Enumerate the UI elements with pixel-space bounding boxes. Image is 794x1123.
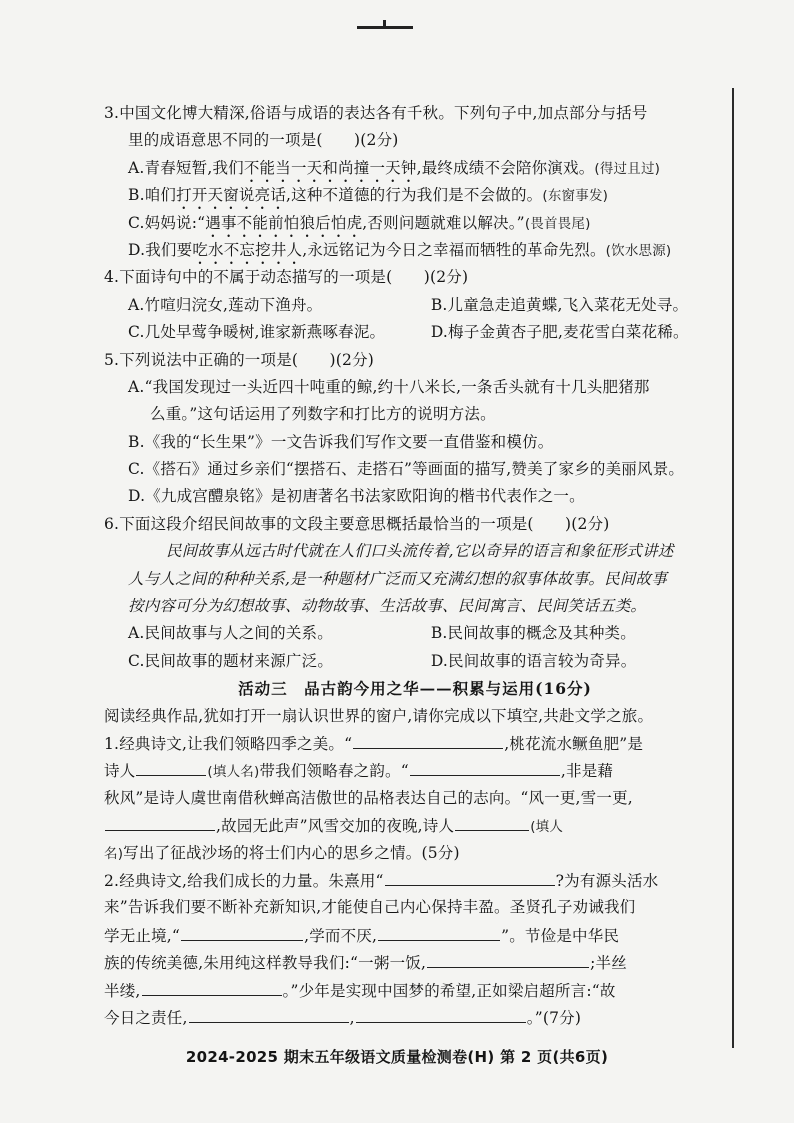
fill1-line-2	[104, 757, 726, 784]
fill2-l3-c: ”。节俭是中华民	[501, 926, 620, 945]
q3-stem-line-1: 3.中国文化博大精深,俗语与成语的表达各有千秋。下列句子中,加点部分与括号	[104, 104, 648, 122]
fill1-blank-2[interactable]	[136, 757, 206, 776]
q3-b-dotted: 打开天窗说亮话	[176, 186, 287, 205]
q6-option-d: D.民间故事的语言较为奇异。	[430, 651, 637, 670]
page-top-mark-tick	[383, 20, 386, 29]
q4-options-row-2	[104, 319, 726, 346]
q3-option-a	[104, 155, 726, 182]
q3-stem-line-2: 里的成语意思不同的一项是( )(2分)	[128, 131, 399, 150]
fill2-l5-b: 。”少年是实现中国梦的希望,正如梁启超所言:“故	[282, 981, 616, 1000]
fill2-blank-4[interactable]	[427, 949, 589, 968]
fill2-blank-1[interactable]	[385, 867, 555, 886]
fill1-line-3: 秋风”是诗人虞世南借秋蝉高洁傲世的品格表达自己的志向。“风一更,雪一更,	[104, 788, 633, 807]
q5-option-c: C.《搭石》通过乡亲们“摆搭石、走搭石”等画面的描写,赞美了家乡的美丽风景。	[128, 460, 685, 479]
q6-option-a: A.民间故事与人之间的关系。	[128, 624, 333, 643]
q6-options-row-1	[104, 620, 726, 647]
section3-title: 活动三 品古韵今用之华——积累与运用(16分)	[238, 679, 592, 699]
q3-option-d	[104, 237, 726, 264]
q5-option-a-line-1: A.“我国发现过一头近四十吨重的鲸,约十八米长,一条舌头就有十几头肥猪那	[128, 377, 650, 396]
fill1-l5-a: 名)	[104, 845, 124, 862]
fill2-l6-b: ,	[349, 1008, 355, 1027]
q3-b-post: ,这种不道德的行为我们是不会做的。	[286, 186, 543, 205]
fill1-l4-c: (填人	[530, 819, 564, 836]
q6-options-row-2	[104, 648, 726, 675]
exam-content	[104, 100, 726, 1031]
fill2-blank-6[interactable]	[189, 1004, 349, 1023]
q3-c-dotted: 遇事不能前怕狼后怕虎	[205, 213, 363, 232]
fill2-line-2: 来”告诉我们要不断补充新知识,才能使自己内心保持丰盈。圣贤孔子劝诫我们	[104, 898, 636, 917]
q3-c-pre: C.妈妈说:“	[128, 213, 206, 232]
q3-c-idiom: (畏首畏尾)	[524, 215, 591, 232]
q6-option-b: B.民间故事的概念及其种类。	[430, 624, 636, 643]
fill1-line-4	[104, 812, 726, 839]
fill1-l1-a: 1.经典诗文,让我们领略四季之美。“	[104, 734, 353, 753]
fill1-l4-b: ,故园无此声”风雪交加的夜晚,诗人	[216, 817, 455, 836]
fill1-l2-c: 带我们领略春之韵。“	[259, 762, 409, 781]
q4-options-row-1	[104, 292, 726, 319]
q4-option-d: D.梅子金黄杏子肥,麦花雪白菜花稀。	[430, 323, 689, 342]
q3-a-post: ,最终成绩不会陪你演戏。	[416, 158, 595, 177]
q4-stem: 4.下面诗句中的不属于动态描写的一项是( )(2分)	[104, 268, 469, 287]
fill2-l5-a: 半缕,	[104, 981, 141, 1000]
fill2-blank-7[interactable]	[356, 1004, 526, 1023]
fill2-line-5	[104, 977, 726, 1004]
fill1-l2-b: (填人名)	[207, 764, 260, 781]
fill2-line-4	[104, 949, 726, 976]
q6-passage-line-3: 按内容可分为幻想故事、动物故事、生活故事、民间寓言、民间笑话五类。	[128, 597, 647, 616]
q5-stem: 5.下列说法中正确的一项是( )(2分)	[104, 350, 375, 369]
fill2-l3-b: ,学而不厌,	[304, 926, 378, 945]
fill1-blank-3[interactable]	[410, 757, 560, 776]
page-footer: 2024-2025 期末五年级语文质量检测卷(H) 第 2 页(共6页)	[185, 1048, 609, 1066]
fill2-l1-b: ?为有源头活水	[555, 871, 659, 890]
q3-option-b	[104, 182, 726, 209]
fill1-line-1	[104, 730, 726, 757]
q3-b-pre: B.咱们	[128, 186, 177, 205]
fill2-l3-a: 学无止境,“	[104, 926, 181, 945]
fill2-l6-a: 今日之责任,	[104, 1008, 188, 1027]
binding-edge-line	[732, 88, 734, 1048]
q5-option-d: D.《九成宫醴泉铭》是初唐著名书法家欧阳询的楷书代表作之一。	[128, 487, 585, 506]
q3-c-post: ,否则问题就难以解决。”	[362, 213, 525, 232]
q3-d-idiom: (饮水思源)	[605, 242, 672, 259]
fill2-line-6	[104, 1004, 726, 1031]
fill1-l2-a: 诗人	[104, 762, 136, 781]
q3-d-post: ,永远铭记为今日之幸福而牺牲的革命先烈。	[302, 240, 606, 259]
q3-b-idiom: (东窗事发)	[542, 188, 609, 205]
section3-intro: 阅读经典作品,犹如打开一扇认识世界的窗户,请你完成以下填空,共赴文学之旅。	[104, 706, 654, 725]
fill1-line-5	[104, 840, 726, 867]
q4-option-a: A.竹喧归浣女,莲动下渔舟。	[128, 295, 323, 314]
q3-option-c	[104, 210, 726, 237]
q6-passage-line-1: 民间故事从远古时代就在人们口头流传着,它以奇异的语言和象征形式讲述	[166, 542, 674, 561]
fill2-l6-c: 。”(7分)	[526, 1008, 582, 1027]
fill1-l5-b: 写出了征战沙场的将士们内心的思乡之情。(5分)	[123, 843, 460, 862]
q3-d-pre: D.我们要	[128, 240, 193, 259]
fill2-line-3	[104, 922, 726, 949]
fill2-l1-a: 2.经典诗文,给我们成长的力量。朱熹用“	[104, 871, 384, 890]
fill1-blank-1[interactable]	[353, 730, 503, 749]
q5-option-a-line-2: 么重。”这句话运用了列数字和打比方的说明方法。	[150, 405, 496, 424]
q6-option-c: C.民间故事的题材来源广泛。	[128, 651, 334, 670]
fill1-l2-d: ,非是藉	[560, 762, 614, 781]
fill1-blank-5[interactable]	[455, 812, 529, 831]
fill1-blank-4[interactable]	[105, 812, 215, 831]
fill2-l4-a: 族的传统美德,朱用纯这样教导我们:“一粥一饭,	[104, 954, 427, 973]
q6-passage-line-2: 人与人之间的种种关系,是一种题材广泛而又充满幻想的叙事体故事。民间故事	[128, 569, 667, 588]
fill2-l4-b: ;半丝	[590, 954, 627, 973]
fill2-blank-3[interactable]	[378, 922, 500, 941]
q4-option-c: C.几处早莺争暖树,谁家新燕啄春泥。	[128, 323, 386, 342]
q5-option-b: B.《我的“长生果”》一文告诉我们写作文要一直借鉴和模仿。	[128, 432, 554, 451]
q3-a-dotted: 不能当一天和尚撞一天钟	[243, 158, 417, 177]
fill2-blank-2[interactable]	[181, 922, 303, 941]
q3-a-pre: A.青春短暂,我们	[128, 158, 244, 177]
q3-a-idiom: (得过且过)	[594, 160, 661, 177]
fill2-blank-5[interactable]	[142, 977, 282, 996]
fill2-line-1	[104, 867, 726, 894]
fill1-l1-b: ,桃花流水鳜鱼肥”是	[504, 734, 644, 753]
q6-stem: 6.下面这段介绍民间故事的文段主要意思概括最恰当的一项是( )(2分)	[104, 514, 610, 533]
q3-d-dotted: 吃水不忘挖井人	[192, 240, 303, 259]
q4-option-b: B.儿童急走追黄蝶,飞入菜花无处寻。	[430, 295, 689, 314]
